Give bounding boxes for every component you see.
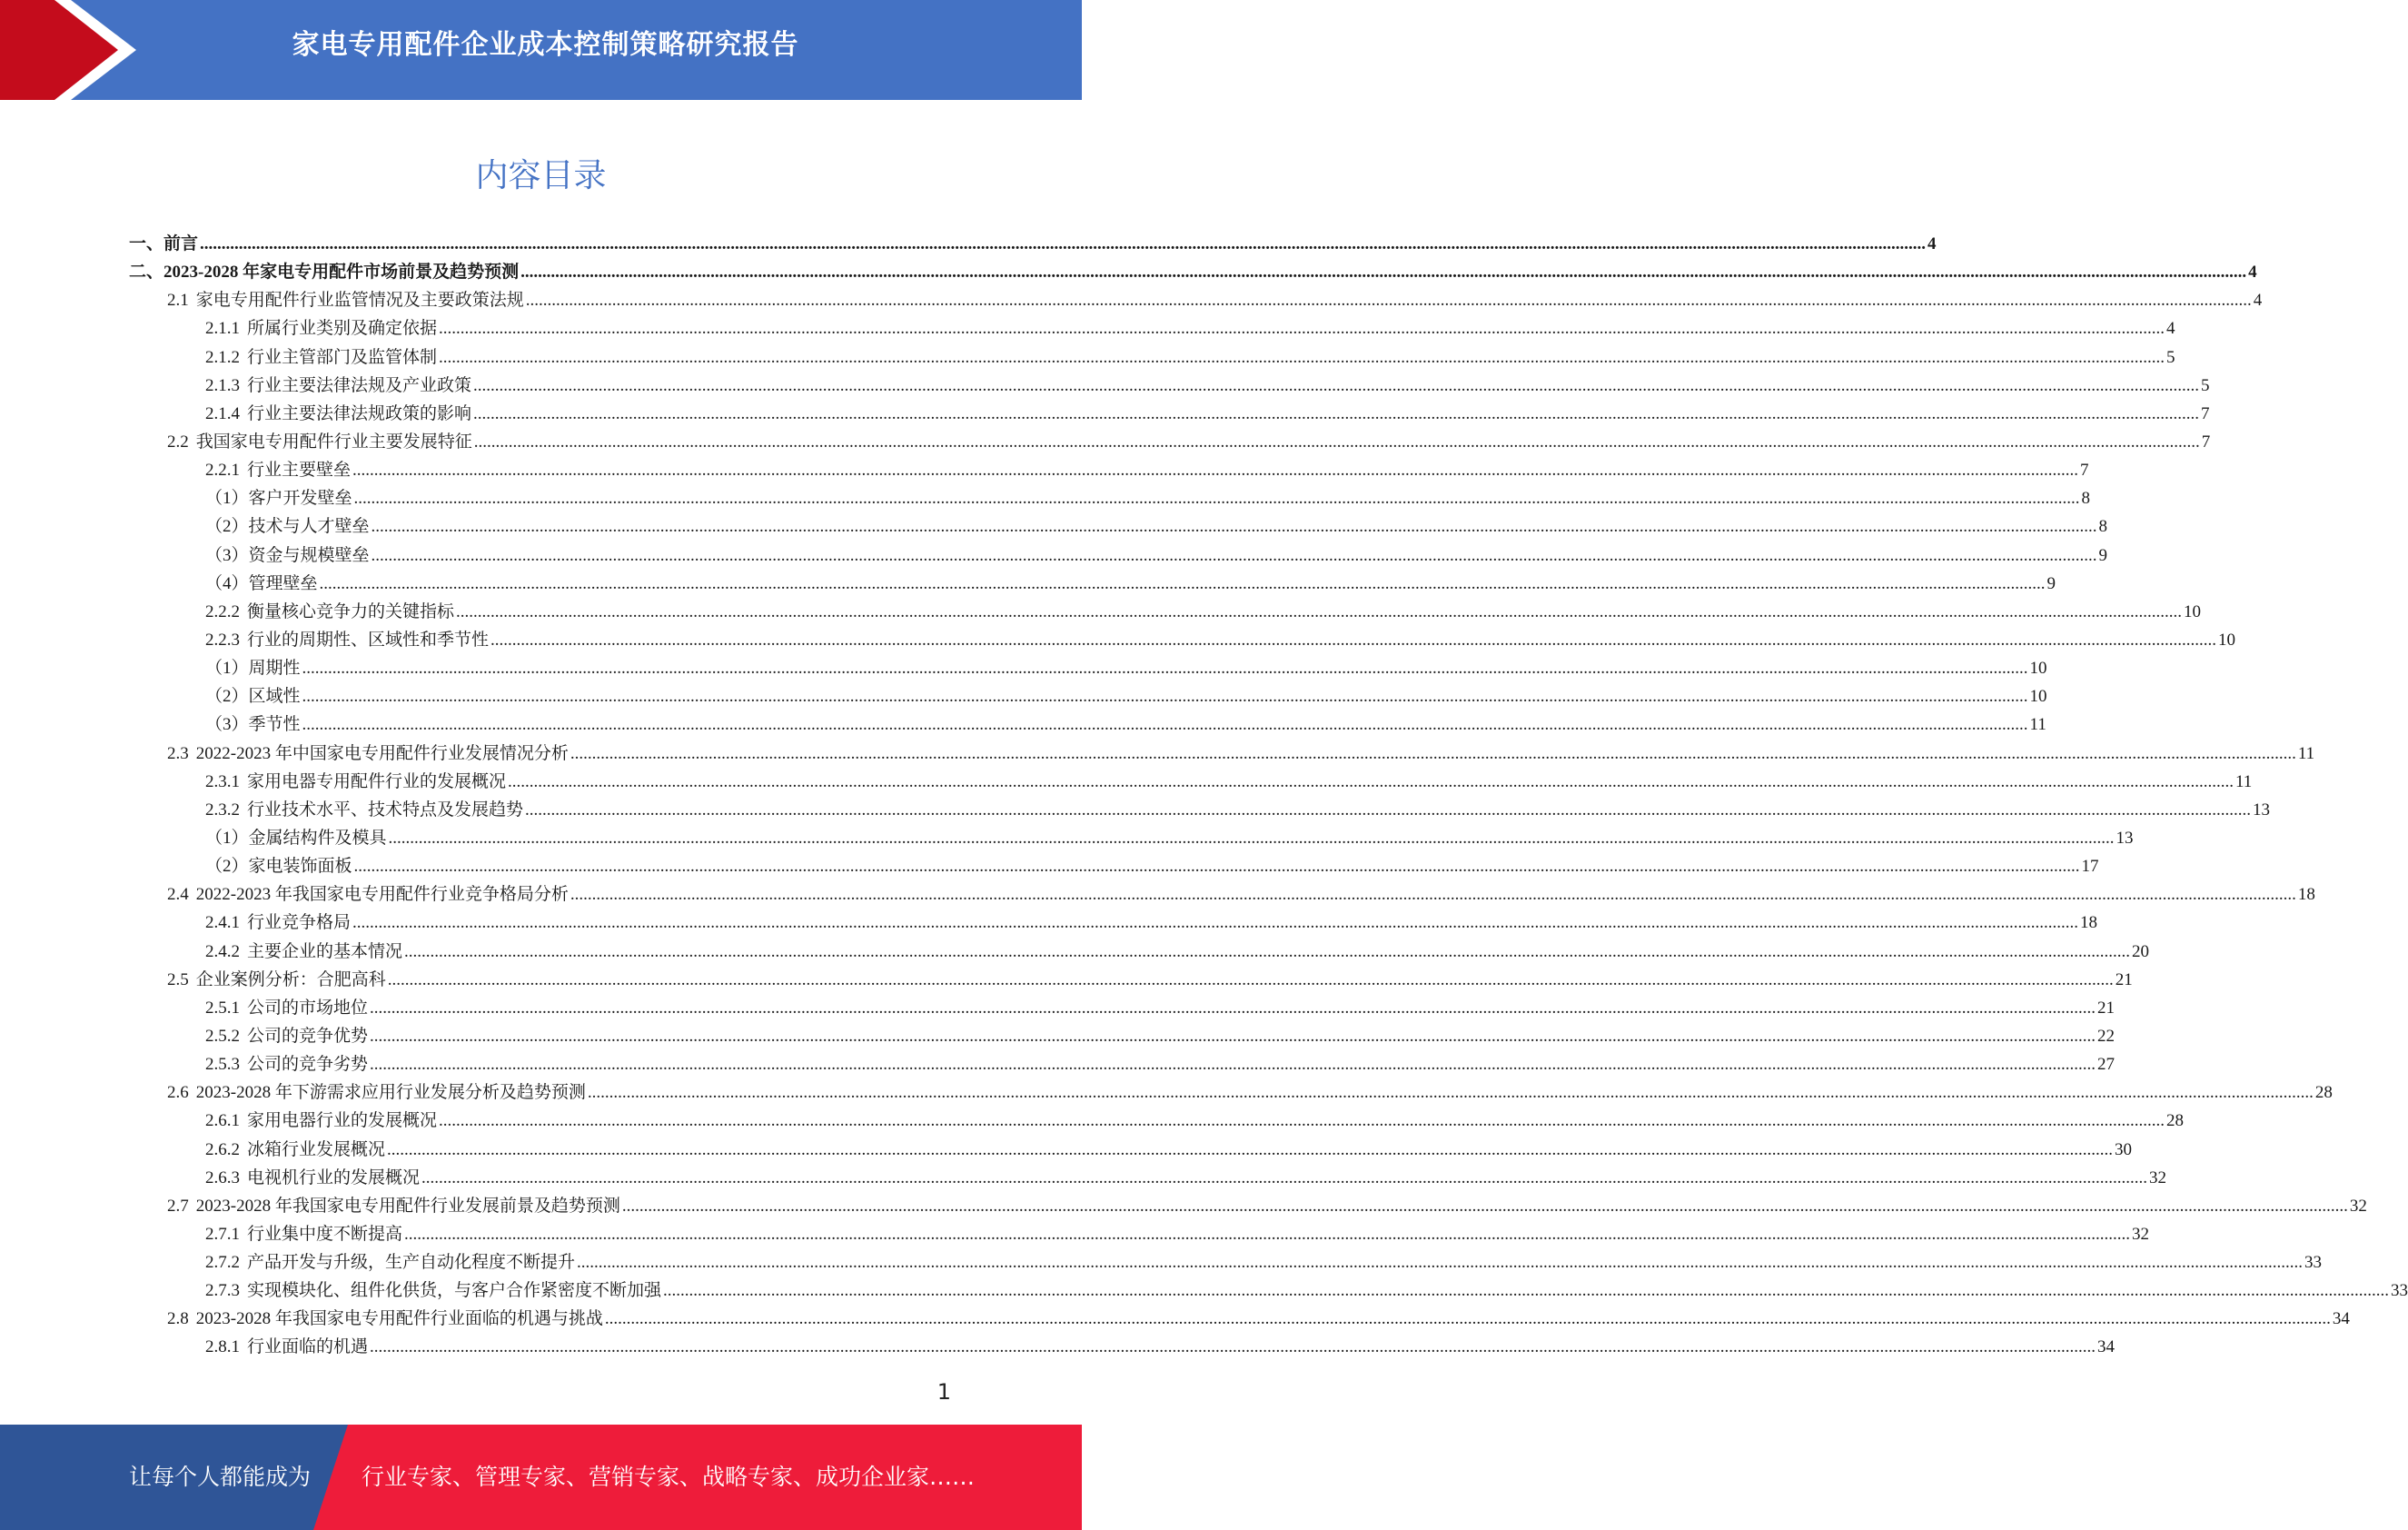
toc-leader-dots: ................................................................................................................................................................................................................................................................................................................................................................................................................ — [200, 234, 1927, 253]
header-title: 家电专用配件企业成本控制策略研究报告 — [292, 29, 799, 61]
toc-entry-number: 2.2.1 — [205, 461, 240, 481]
toc-leader-dots: ................................................................................................................................................................................................................................................................................................................................................................................................................ — [352, 913, 2079, 933]
toc-entry-page: 32 — [2132, 1224, 2150, 1244]
toc-leader-dots: ................................................................................................................................................................................................................................................................................................................................................................................................................ — [491, 630, 2217, 650]
toc-entry[interactable] — [129, 1277, 2408, 1305]
toc-leader-dots: ................................................................................................................................................................................................................................................................................................................................................................................................................ — [525, 800, 2252, 820]
toc-entry-number: 2.1.1 — [205, 319, 240, 339]
toc-entry-page: 32 — [2349, 1196, 2367, 1216]
toc-entry-label: 行业集中度不断提高 — [247, 1224, 403, 1244]
toc-entry-page: 8 — [2098, 517, 2108, 537]
page-header — [0, 0, 1082, 100]
toc-entry[interactable] — [129, 682, 2047, 710]
toc-entry-label: 电视机行业的发展概况 — [247, 1167, 421, 1187]
toc-leader-dots: ................................................................................................................................................................................................................................................................................................................................................................................................................ — [353, 857, 2080, 877]
toc-leader-dots: ................................................................................................................................................................................................................................................................................................................................................................................................................ — [319, 573, 2046, 593]
toc-leader-dots: ................................................................................................................................................................................................................................................................................................................................................................................................................ — [604, 1309, 2331, 1329]
toc-leader-dots: ................................................................................................................................................................................................................................................................................................................................................................................................................ — [371, 517, 2097, 537]
toc-entry-page: 21 — [2097, 998, 2116, 1018]
toc-entry-page: 10 — [2184, 601, 2202, 621]
toc-entry-page: 11 — [2235, 771, 2253, 791]
toc-entry-number: 二、 — [129, 263, 164, 283]
toc-leader-dots: ................................................................................................................................................................................................................................................................................................................................................................................................................ — [370, 1337, 2096, 1357]
toc-entry-label: 2023-2028 年我国家电专用配件行业面临的机遇与挑战 — [195, 1309, 603, 1329]
toc-leader-dots: ................................................................................................................................................................................................................................................................................................................................................................................................................ — [473, 432, 2200, 452]
toc-entry[interactable] — [129, 456, 2089, 484]
toc-entry-label: 2023-2028 年下游需求应用行业发展分析及趋势预测 — [195, 1083, 586, 1103]
toc-entry-label: 行业的周期性、区域性和季节性 — [247, 630, 490, 650]
toc-entry[interactable] — [129, 1107, 2185, 1135]
toc-entry[interactable] — [129, 428, 2211, 456]
toc-entry[interactable] — [129, 1050, 2116, 1078]
toc-leader-dots: ................................................................................................................................................................................................................................................................................................................................................................................................................ — [508, 771, 2235, 791]
toc-entry-label: 行业主管部门及监管体制 — [247, 347, 438, 367]
toc-leader-dots: ................................................................................................................................................................................................................................................................................................................................................................................................................ — [371, 545, 2097, 565]
toc-entry-label: 实现模块化、组件化供货，与客户合作紧密度不断加强 — [247, 1281, 662, 1301]
toc-leader-dots: ................................................................................................................................................................................................................................................................................................................................................................................................................ — [570, 743, 2296, 763]
toc-entry[interactable] — [129, 796, 2271, 824]
toc-entry-page: 34 — [2097, 1337, 2116, 1357]
toc-entry-page: 18 — [2080, 913, 2098, 933]
toc-leader-dots: ................................................................................................................................................................................................................................................................................................................................................................................................................ — [302, 659, 2028, 679]
toc-entry-number: （1） — [205, 489, 249, 509]
toc-entry-label: 公司的竞争劣势 — [247, 1055, 369, 1075]
toc-entry[interactable] — [129, 1136, 2133, 1164]
toc-entry-label: 冰箱行业发展概况 — [247, 1139, 386, 1159]
toc-entry-page: 4 — [2166, 319, 2175, 339]
toc-entry[interactable] — [129, 570, 2056, 598]
toc-entry-label: 衡量核心竞争力的关键指标 — [247, 601, 455, 621]
toc-entry-number: （1） — [205, 828, 249, 848]
toc-entry-page: 13 — [2253, 800, 2271, 820]
toc-leader-dots: ................................................................................................................................................................................................................................................................................................................................................................................................................ — [302, 715, 2028, 735]
toc-entry-label: 产品开发与升级，生产自动化程度不断提升 — [247, 1253, 576, 1273]
toc-entry[interactable] — [129, 484, 2091, 512]
toc-entry-page: 34 — [2332, 1309, 2350, 1329]
toc-leader-dots: ................................................................................................................................................................................................................................................................................................................................................................................................................ — [387, 969, 2114, 989]
toc-entry[interactable] — [129, 230, 1937, 258]
toc-entry[interactable] — [129, 1305, 2350, 1333]
toc-entry-page: 9 — [2098, 545, 2108, 565]
toc-entry[interactable] — [129, 1022, 2116, 1050]
toc-entry-number: （2） — [205, 857, 249, 877]
toc-entry-page: 30 — [2115, 1139, 2133, 1159]
toc-entry-label: 前言 — [164, 234, 199, 253]
toc-entry-label: 家用电器专用配件行业的发展概况 — [247, 771, 507, 791]
toc-entry-label: 2023-2028 年家电专用配件市场前景及趋势预测 — [164, 263, 520, 283]
toc-entry-number: 2.7.2 — [205, 1253, 240, 1273]
toc-entry-page: 10 — [2029, 659, 2047, 679]
toc-leader-dots: ................................................................................................................................................................................................................................................................................................................................................................................................................ — [370, 1055, 2096, 1075]
toc-entry-number: 2.1.4 — [205, 403, 240, 423]
toc-leader-dots: ................................................................................................................................................................................................................................................................................................................................................................................................................ — [473, 403, 2200, 423]
toc-entry-number: 2.1.2 — [205, 347, 240, 367]
toc-entry-page: 22 — [2097, 1026, 2116, 1046]
toc-entry-number: 2.5.2 — [205, 1026, 240, 1046]
toc-leader-dots: ................................................................................................................................................................................................................................................................................................................................................................................................................ — [439, 319, 2165, 339]
toc-entry[interactable] — [129, 626, 2236, 654]
toc-entry-label: 家电专用配件行业监管情况及主要政策法规 — [195, 291, 524, 311]
toc-entry[interactable] — [129, 1192, 2367, 1220]
toc-entry[interactable] — [129, 343, 2175, 372]
toc-entry-number: （3） — [205, 715, 249, 735]
toc-entry-label: 2022-2023 年中国家电专用配件行业发展情况分析 — [195, 743, 569, 763]
toc-leader-dots: ................................................................................................................................................................................................................................................................................................................................................................................................................ — [439, 1111, 2165, 1131]
toc-entry[interactable] — [129, 710, 2046, 739]
toc-entry-label: 行业主要法律法规政策的影响 — [247, 403, 472, 423]
toc-entry-page: 33 — [2391, 1281, 2408, 1301]
toc-entry-number: 2.8.1 — [205, 1337, 240, 1357]
toc-leader-dots: ................................................................................................................................................................................................................................................................................................................................................................................................................ — [621, 1196, 2348, 1216]
toc-entry-page: 11 — [2297, 743, 2315, 763]
toc-entry-label: 家电装饰面板 — [248, 857, 352, 877]
toc-entry-label: 技术与人才壁垒 — [248, 517, 370, 537]
toc-entry-page: 13 — [2116, 828, 2134, 848]
toc-entry-label: 我国家电专用配件行业主要发展特征 — [195, 432, 472, 452]
toc-entry[interactable] — [129, 286, 2263, 314]
toc-entry-page: 5 — [2166, 347, 2175, 367]
toc-entry-number: （3） — [205, 545, 249, 565]
toc-entry[interactable] — [129, 909, 2098, 937]
toc-entry[interactable] — [129, 541, 2108, 570]
toc-entry-page: 33 — [2304, 1253, 2323, 1273]
toc-entry-label: 行业技术水平、技术特点及发展趋势 — [247, 800, 524, 820]
toc-entry[interactable] — [129, 824, 2134, 852]
page-footer — [0, 1425, 1082, 1530]
toc-leader-dots: ................................................................................................................................................................................................................................................................................................................................................................................................................ — [421, 1167, 2148, 1187]
toc-leader-dots: ................................................................................................................................................................................................................................................................................................................................................................................................................ — [370, 1026, 2096, 1046]
toc-entry-number: 2.6.3 — [205, 1167, 240, 1187]
toc-entry-number: 2.4.1 — [205, 913, 240, 933]
toc-entry-number: （1） — [205, 659, 249, 679]
toc-heading: 内容目录 — [475, 157, 607, 194]
toc-entry-page: 18 — [2297, 885, 2315, 905]
toc-entry[interactable] — [129, 400, 2210, 428]
toc-entry-page: 4 — [2253, 291, 2263, 311]
toc-entry-number: （2） — [205, 517, 249, 537]
toc-leader-dots: ................................................................................................................................................................................................................................................................................................................................................................................................................ — [473, 375, 2200, 395]
toc-entry[interactable] — [129, 512, 2108, 541]
toc-entry-number: 2.5.1 — [205, 998, 240, 1018]
toc-entry[interactable] — [129, 852, 2099, 880]
toc-leader-dots: ................................................................................................................................................................................................................................................................................................................................................................................................................ — [570, 885, 2296, 905]
toc-entry-label: 公司的竞争优势 — [247, 1026, 369, 1046]
toc-entry-page: 20 — [2132, 941, 2150, 961]
toc-entry-page: 5 — [2201, 375, 2210, 395]
toc-entry[interactable] — [129, 1248, 2323, 1277]
toc-entry[interactable] — [129, 938, 2150, 966]
toc-entry-label: 行业主要法律法规及产业政策 — [247, 375, 472, 395]
footer-slogan-right: 行业专家、管理专家、营销专家、战略专家、成功企业家…… — [362, 1464, 976, 1490]
toc-entry-number: 2.5.3 — [205, 1055, 240, 1075]
toc-entry-label: 客户开发壁垒 — [248, 489, 352, 509]
toc-entry-number: 2.2.2 — [205, 601, 240, 621]
toc-entry-page: 21 — [2115, 969, 2133, 989]
toc-entry[interactable] — [129, 654, 2047, 682]
toc-leader-dots: ................................................................................................................................................................................................................................................................................................................................................................................................................ — [587, 1083, 2314, 1103]
toc-entry-page: 28 — [2166, 1111, 2185, 1131]
toc-entry-number: 2.6 — [167, 1083, 189, 1103]
toc-entry-number: 2.3.1 — [205, 771, 240, 791]
toc-leader-dots: ................................................................................................................................................................................................................................................................................................................................................................................................................ — [525, 291, 2252, 311]
toc-entry-number: 2.6.2 — [205, 1139, 240, 1159]
toc-entry-page: 4 — [2248, 263, 2257, 283]
toc-entry-page: 11 — [2029, 715, 2046, 735]
toc-leader-dots: ................................................................................................................................................................................................................................................................................................................................................................................................................ — [370, 998, 2096, 1018]
toc-entry-number: 2.3 — [167, 743, 189, 763]
toc-entry[interactable] — [129, 258, 2257, 286]
toc-entry[interactable] — [129, 1164, 2167, 1192]
toc-entry[interactable] — [129, 1078, 2333, 1107]
toc-leader-dots: ................................................................................................................................................................................................................................................................................................................................................................................................................ — [404, 1224, 2131, 1244]
toc-leader-dots: ................................................................................................................................................................................................................................................................................................................................................................................................................ — [387, 1139, 2114, 1159]
toc-entry-page: 28 — [2314, 1083, 2333, 1103]
toc-entry-label: 主要企业的基本情况 — [247, 941, 403, 961]
toc-entry-number: 2.4.2 — [205, 941, 240, 961]
toc-entry-number: 2.6.1 — [205, 1111, 240, 1131]
toc-leader-dots: ................................................................................................................................................................................................................................................................................................................................................................................................................ — [353, 489, 2080, 509]
toc-entry-number: 2.5 — [167, 969, 189, 989]
toc-leader-dots: ................................................................................................................................................................................................................................................................................................................................................................................................................ — [352, 461, 2079, 481]
toc-entry-number: 2.1 — [167, 291, 189, 311]
toc-entry-label: 所属行业类别及确定依据 — [247, 319, 438, 339]
toc-entry-page: 7 — [2080, 461, 2089, 481]
toc-entry-label: 行业竞争格局 — [247, 913, 352, 933]
toc-leader-dots: ................................................................................................................................................................................................................................................................................................................................................................................................................ — [520, 263, 2247, 283]
toc-entry[interactable] — [129, 372, 2210, 400]
toc-entry-number: 2.7.3 — [205, 1281, 240, 1301]
toc-entry[interactable] — [129, 880, 2315, 909]
toc-leader-dots: ................................................................................................................................................................................................................................................................................................................................................................................................................ — [439, 347, 2165, 367]
page-number: 1 — [936, 1379, 951, 1405]
toc-entry-label: 2023-2028 年我国家电专用配件行业发展前景及趋势预测 — [195, 1196, 620, 1216]
toc-entry-page: 8 — [2081, 489, 2091, 509]
toc-entry-label: 行业面临的机遇 — [247, 1337, 369, 1357]
toc-entry-label: 2022-2023 年我国家电专用配件行业竞争格局分析 — [195, 885, 569, 905]
toc-entry[interactable] — [129, 768, 2253, 796]
toc-entry-label: 区域性 — [248, 687, 301, 707]
footer-slogan-left: 让每个人都能成为 — [129, 1464, 312, 1490]
toc-entry-label: 资金与规模壁垒 — [248, 545, 370, 565]
toc-leader-dots: ................................................................................................................................................................................................................................................................................................................................................................................................................ — [404, 941, 2131, 961]
toc-entry-number: 2.8 — [167, 1309, 189, 1329]
toc-entry-number: （4） — [205, 573, 249, 593]
toc-entry-label: 家用电器行业的发展概况 — [247, 1111, 438, 1131]
toc-entry-page: 4 — [1927, 234, 1937, 253]
toc-leader-dots: ................................................................................................................................................................................................................................................................................................................................................................................................................ — [388, 828, 2115, 848]
toc-entry-number: 2.7 — [167, 1196, 189, 1216]
toc-entry[interactable] — [129, 1220, 2150, 1248]
toc-entry-number: 2.2.3 — [205, 630, 240, 650]
toc-leader-dots: ................................................................................................................................................................................................................................................................................................................................................................................................................ — [302, 687, 2028, 707]
toc-entry-page: 10 — [2029, 687, 2047, 707]
toc-leader-dots: ................................................................................................................................................................................................................................................................................................................................................................................................................ — [456, 601, 2183, 621]
table-of-contents — [129, 230, 2408, 1362]
toc-entry[interactable] — [129, 1333, 2116, 1361]
toc-entry-label: 公司的市场地位 — [247, 998, 369, 1018]
toc-entry-number: 2.3.2 — [205, 800, 240, 820]
toc-entry-number: 2.4 — [167, 885, 189, 905]
toc-entry-label: 管理壁垒 — [248, 573, 318, 593]
toc-entry-page: 32 — [2149, 1167, 2167, 1187]
toc-entry-number: （2） — [205, 687, 249, 707]
toc-entry[interactable] — [129, 740, 2315, 768]
toc-entry-label: 行业主要壁垒 — [247, 461, 352, 481]
toc-entry-page: 7 — [2201, 403, 2210, 423]
toc-entry-page: 27 — [2097, 1055, 2116, 1075]
toc-entry[interactable] — [129, 994, 2116, 1022]
toc-entry-label: 企业案例分析：合肥高科 — [195, 969, 386, 989]
toc-entry-number: 2.2 — [167, 432, 189, 452]
toc-entry[interactable] — [129, 314, 2175, 343]
toc-entry-number: 2.1.3 — [205, 375, 240, 395]
toc-entry[interactable] — [129, 966, 2133, 994]
toc-entry-page: 9 — [2046, 573, 2056, 593]
toc-leader-dots: ................................................................................................................................................................................................................................................................................................................................................................................................................ — [663, 1281, 2390, 1301]
toc-entry-number: 2.7.1 — [205, 1224, 240, 1244]
toc-entry-number: 一、 — [129, 234, 164, 253]
toc-leader-dots: ................................................................................................................................................................................................................................................................................................................................................................................................................ — [577, 1253, 2304, 1273]
toc-entry-label: 周期性 — [248, 659, 301, 679]
toc-entry-page: 10 — [2218, 630, 2236, 650]
toc-entry[interactable] — [129, 598, 2202, 626]
toc-entry-label: 季节性 — [248, 715, 301, 735]
toc-entry-page: 17 — [2081, 857, 2099, 877]
toc-entry-page: 7 — [2201, 432, 2211, 452]
toc-entry-label: 金属结构件及模具 — [248, 828, 387, 848]
